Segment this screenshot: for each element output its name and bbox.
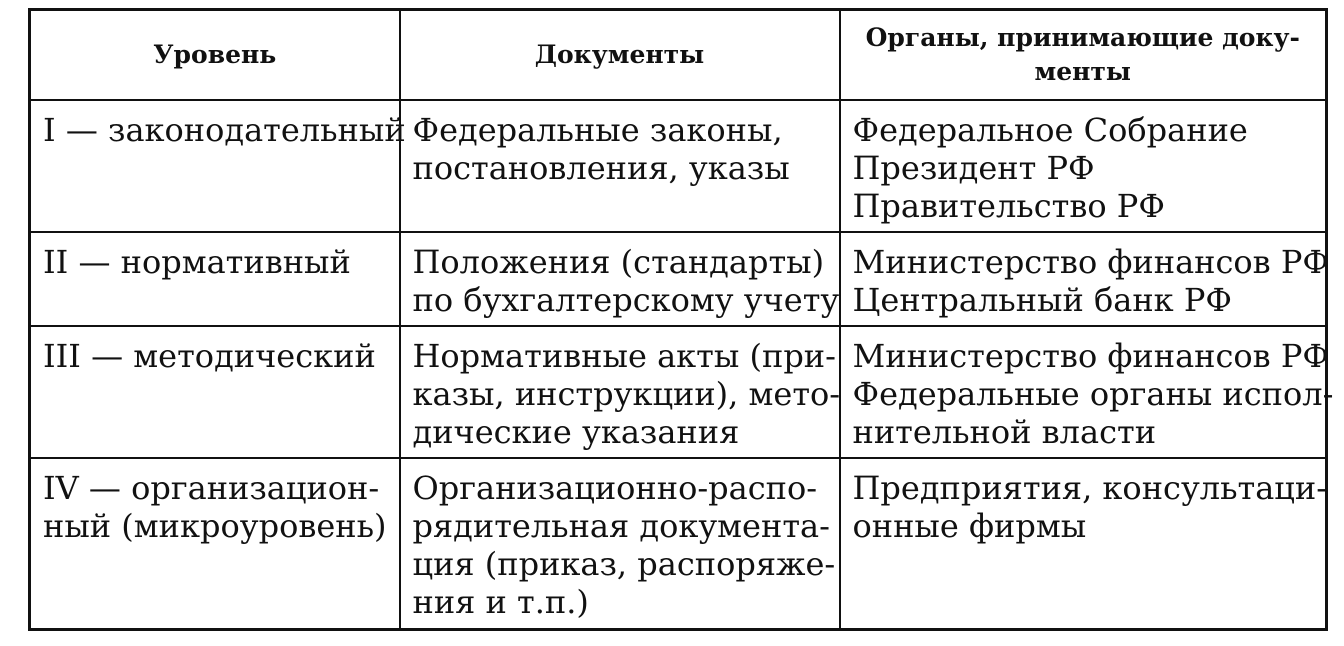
table-row [30,100,1327,232]
table-row [30,232,1327,326]
cell-documents: Организационно-распо- рядительная документа- ция (приказ, распоряже- ния и т.п.) [400,458,840,630]
cell-level: I — законодательный [30,100,400,232]
accounting-regulation-table [28,8,1334,631]
header-documents: Документы [400,10,840,100]
cell-organs: Министерство финансов РФ Центральный банк РФ [840,232,1327,326]
cell-organs: Предприятия, консультаци- онные фирмы [840,458,1327,630]
cell-organs: Федеральное Собрание Президент РФ Правительство РФ [840,100,1327,232]
table-header-row [30,10,1327,100]
cell-organs: Министерство финансов РФ Федеральные органы испол- нительной власти [840,326,1327,458]
cell-level: II — нормативный [30,232,400,326]
cell-level: IV — организацион- ный (микроуровень) [30,458,400,630]
header-level: Уровень [30,10,400,100]
cell-documents: Положения (стандарты) по бухгалтерскому учету [400,232,840,326]
cell-level: III — методический [30,326,400,458]
cell-documents: Федеральные законы, постановления, указы [400,100,840,232]
cell-documents: Нормативные акты (при- казы, инструкции), мето- дические указания [400,326,840,458]
header-organs: Органы, принимающие доку- менты [840,10,1327,100]
table-row [30,458,1327,630]
table-row [30,326,1327,458]
